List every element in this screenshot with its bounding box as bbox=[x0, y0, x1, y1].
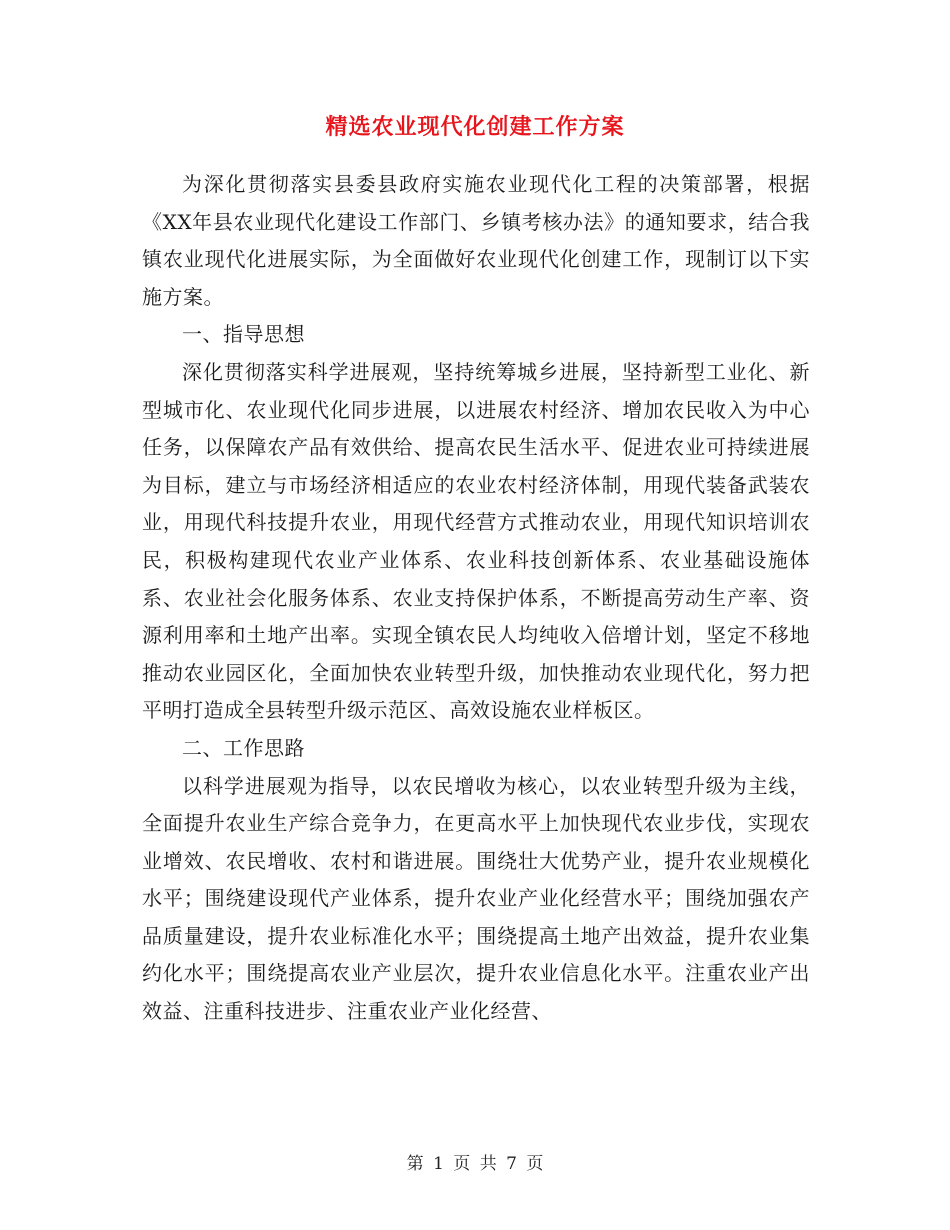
section-heading-work-approach: 二、工作思路 bbox=[182, 735, 305, 760]
section-heading-guiding-thought: 一、指导思想 bbox=[182, 322, 305, 347]
paragraph-guiding-thought: 深化贯彻落实科学进展观，坚持统筹城乡进展，坚持新型工业化、新型城市化、农业现代化同步进展，以进展农村经济、增加农民收入为中心任务，以保障农产品有效供给、提高农民生活水平、促进农业可持续进展为目标，建立与市场经济相适应的农业农村经济体制，用现代装备武装农业，用现代科技提升农业，用现代经营方式推动农业，用现代知识培训农民，积极构建现代农业产业体系、农业科技创新体系、农业基础设施体系、农业社会化服务体系、农业支持保护体系，不断提高劳动生产率、资源利用率和土地产出率。实现全镇农民人均纯收入倍增计划，坚定不移地推动农业园区化，全面加快农业转型升级，加快推动农业现代化，努力把平明打造成全县转型升级示范区、高效设施农业样板区。 bbox=[142, 359, 810, 723]
paragraph-work-approach: 以科学进展观为指导，以农民增收为核心，以农业转型升级为主线，全面提升农业生产综合竞争力，在更高水平上加快现代农业步伐，实现农业增效、农民增收、农村和谐进展。围绕壮大优势产业，提升农业规模化水平；围绕建设现代产业体系，提升农业产业化经营水平；围绕加强农产品质量建设，提升农业标准化水平；围绕提高土地产出效益，提升农业集约化水平；围绕提高农业产业层次，提升农业信息化水平。注重农业产出效益、注重科技进步、注重农业产业化经营、 bbox=[142, 773, 810, 1024]
paragraph-intro: 为深化贯彻落实县委县政府实施农业现代化工程的决策部署，根据《XX年县农业现代化建设工作部门、乡镇考核办法》的通知要求，结合我镇农业现代化进展实际，为全面做好农业现代化创建工作，现制订以下实施方案。 bbox=[142, 172, 810, 309]
document-body bbox=[142, 166, 810, 1031]
page-number-footer: 第 1 页 共 7 页 bbox=[406, 1154, 544, 1174]
document-title: 精选农业现代化创建工作方案 bbox=[325, 114, 625, 140]
